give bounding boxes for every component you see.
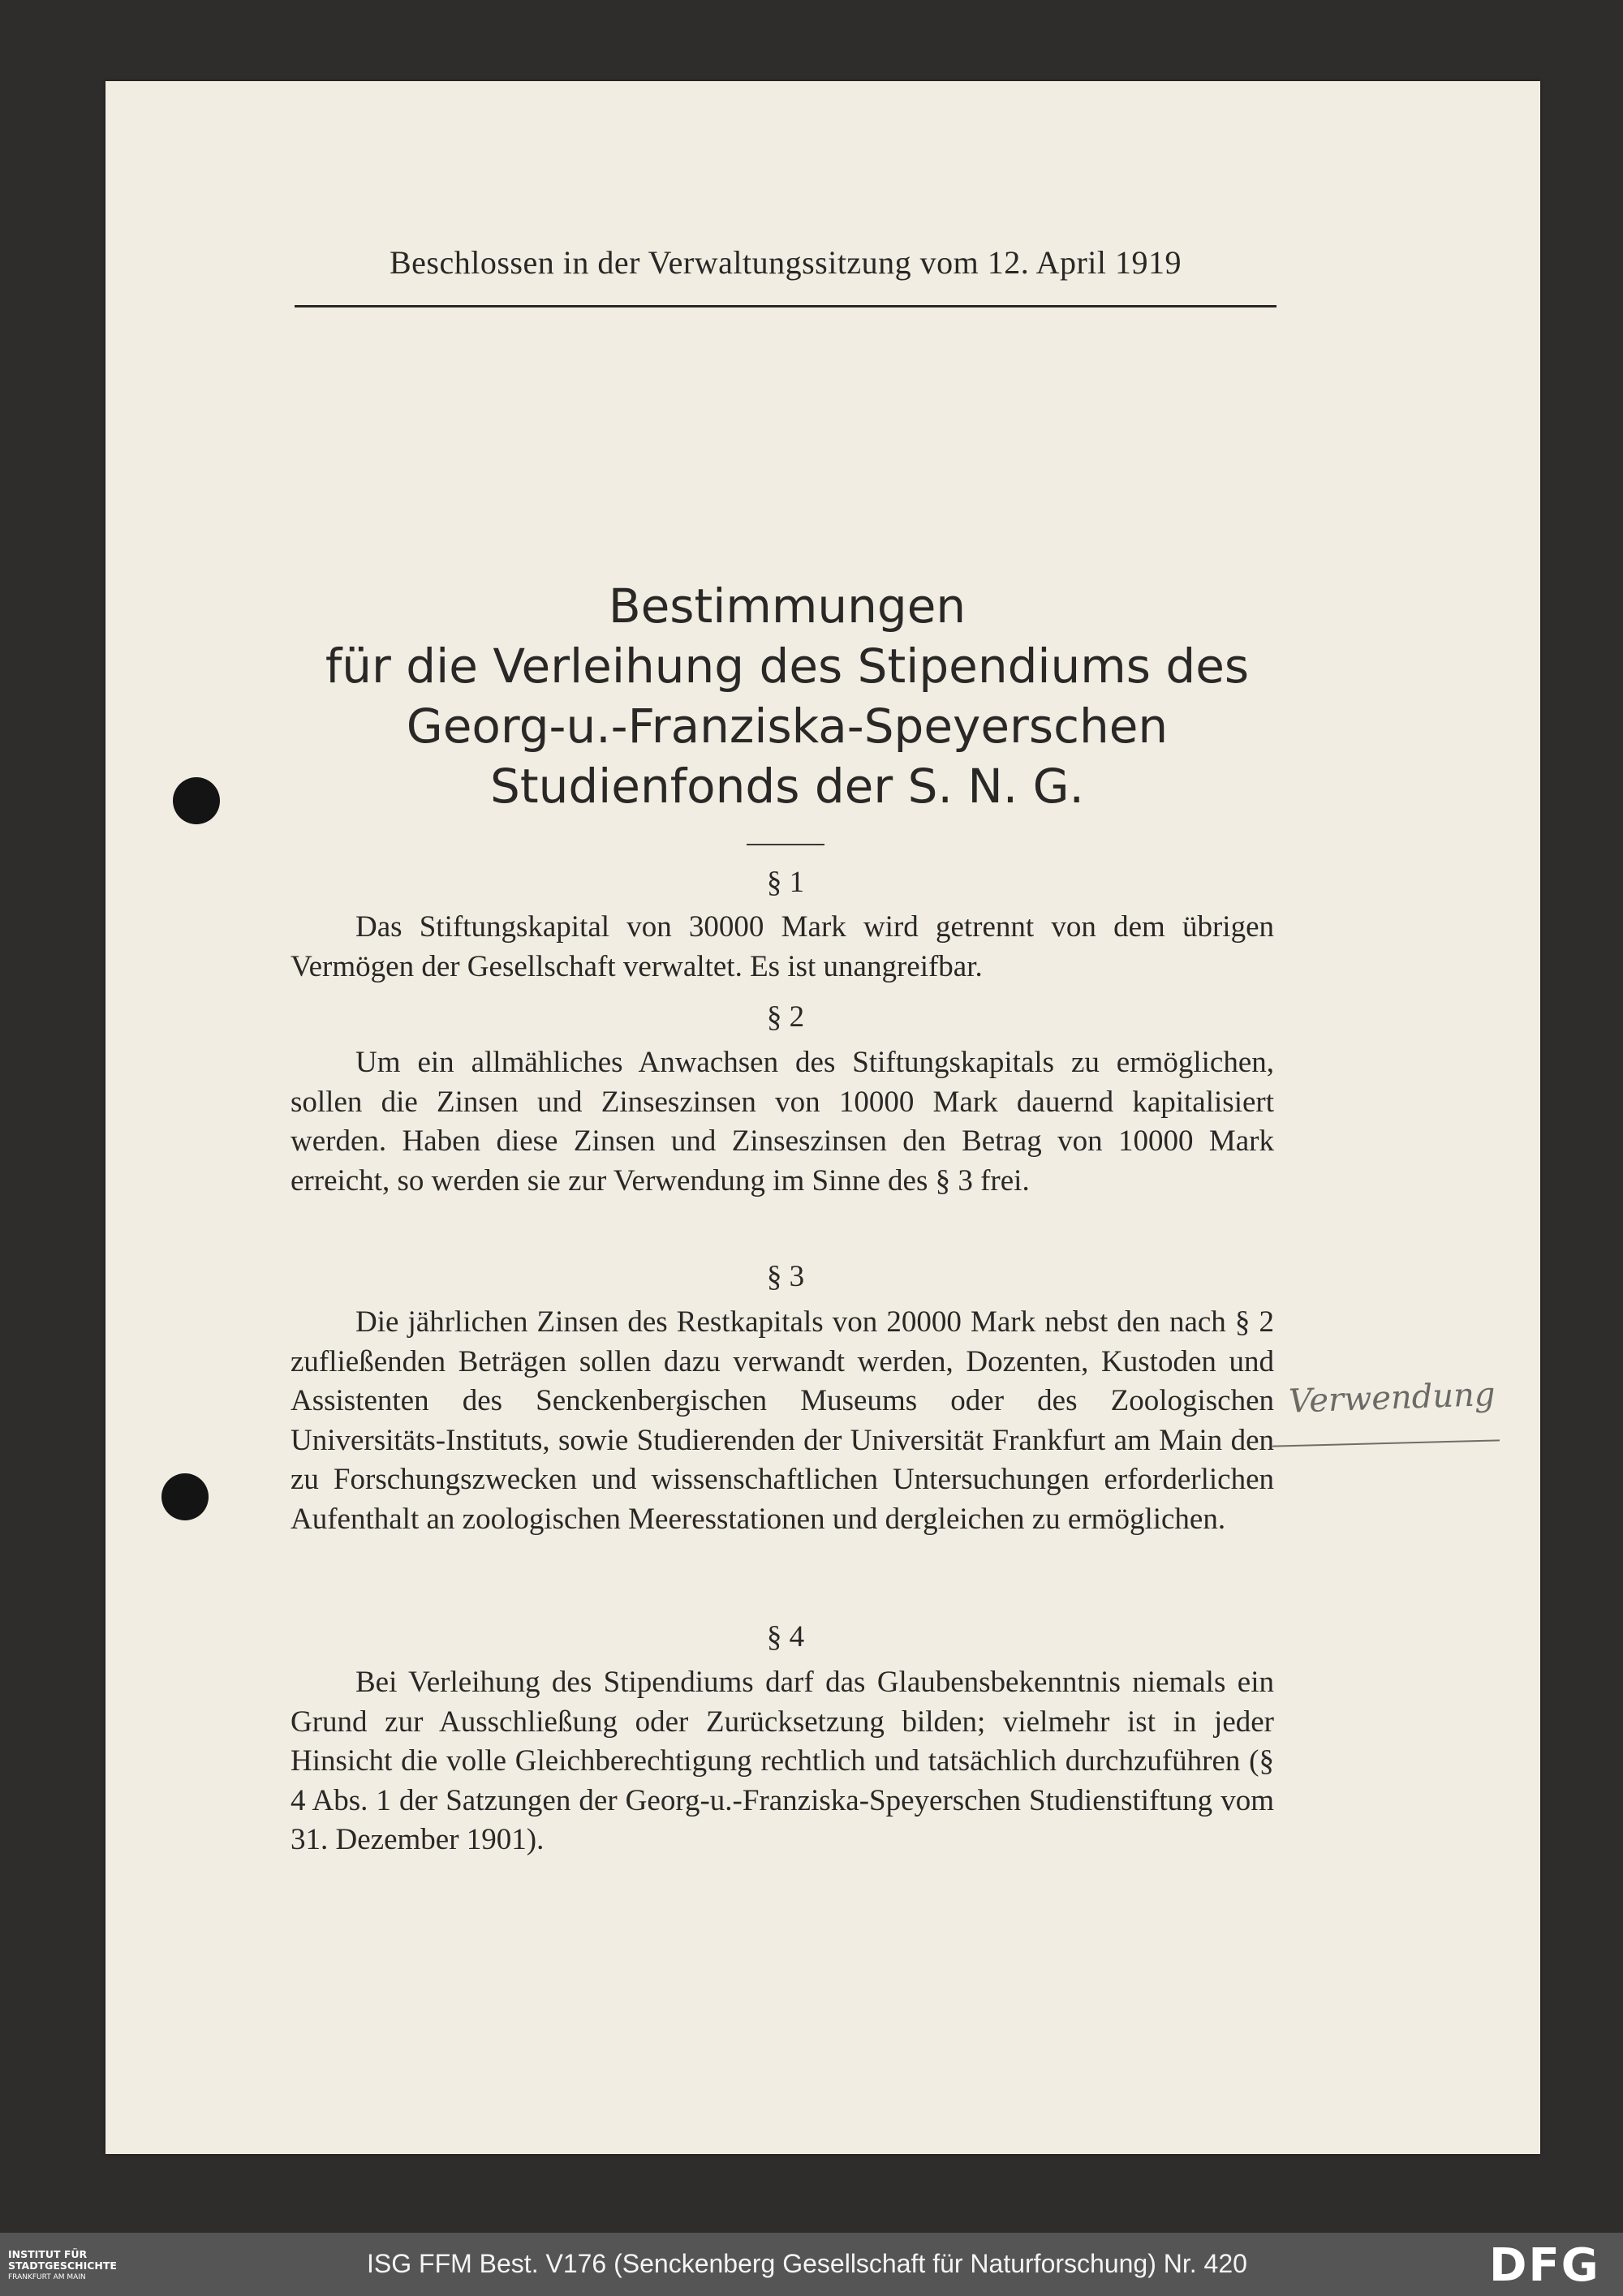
punch-hole-lower bbox=[161, 1473, 209, 1520]
institute-line-2: STADTGESCHICHTE bbox=[8, 2259, 117, 2272]
institute-logo bbox=[8, 2249, 117, 2283]
meeting-date-line: Beschlossen in der Verwaltungssitzung vom 12. April 1919 bbox=[389, 244, 1182, 281]
title-line-1: Bestimmungen bbox=[608, 578, 966, 634]
section-1-number: § 1 bbox=[766, 866, 805, 899]
section-1-text: Das Stiftungskapital von 30000 Mark wird getrennt von dem übrigen Vermögen der Gesellschaft verwaltet. Es ist unangreifbar. bbox=[291, 910, 1274, 983]
title-line-3: Georg-u.-Franziska-Speyerschen bbox=[406, 699, 1169, 754]
punch-hole-upper bbox=[173, 777, 220, 824]
section-3-number: § 3 bbox=[766, 1260, 805, 1293]
dfg-logo: DFG bbox=[1489, 2239, 1600, 2292]
handwritten-annotation: Verwendung bbox=[1288, 1375, 1496, 1421]
section-4-text: Bei Verleihung des Stipendiums darf das Glaubensbekenntnis niemals ein Grund zur Ausschließung oder Zurücksetzung bilden; vielmehr ist in jeder Hinsicht die volle Gleichberechtigung rechtlich und tatsächlich durchzuführen (§ 4 Abs. 1 der Satzungen der Georg-u.-Franziska-Speyerschen Studienstiftung vom 31. Dezember 1901). bbox=[291, 1666, 1274, 1856]
header-rule bbox=[295, 305, 1276, 307]
archive-caption: ISG FFM Best. V176 (Senckenberg Gesellschaft für Naturforschung) Nr. 420 bbox=[367, 2249, 1247, 2278]
title-line-2: für die Verleihung des Stipendiums des bbox=[325, 638, 1250, 694]
section-2-text: Um ein allmähliches Anwachsen des Stiftungskapitals zu ermöglichen, sollen die Zinsen und Zinseszinsen von 10000 Mark dauernd kapitalisiert werden. Haben diese Zinsen und Zinseszinsen den Betrag von 10000 Mark erreicht, so werden sie zur Verwendung im Sinne des § 3 frei. bbox=[291, 1046, 1274, 1197]
title-divider bbox=[747, 844, 824, 845]
document-title bbox=[268, 576, 1307, 816]
section-4-number: § 4 bbox=[766, 1620, 805, 1653]
section-3-text: Die jährlichen Zinsen des Restkapitals von 20000 Mark nebst den nach § 2 zufließenden Beträgen sollen dazu verwandt werden, Dozenten, Kustoden und Assistenten des Senckenbergischen Museums oder des Zoologischen Universitäts-Instituts, sowie Studierenden der Universität Frankfurt am Main den zu Forschungszwecken und wissenschaftlichen Untersuchungen erforderlichen Aufenthalt an zoologischen Meeresstationen und dergleichen zu ermöglichen. bbox=[291, 1305, 1274, 1536]
section-2-number: § 2 bbox=[766, 1000, 805, 1034]
title-line-4: Studienfonds der S. N. G. bbox=[490, 759, 1084, 814]
institute-line-3: FRANKFURT AM MAIN bbox=[8, 2273, 86, 2281]
institute-line-1: INSTITUT FÜR bbox=[8, 2248, 88, 2260]
archive-footer bbox=[0, 2233, 1623, 2296]
